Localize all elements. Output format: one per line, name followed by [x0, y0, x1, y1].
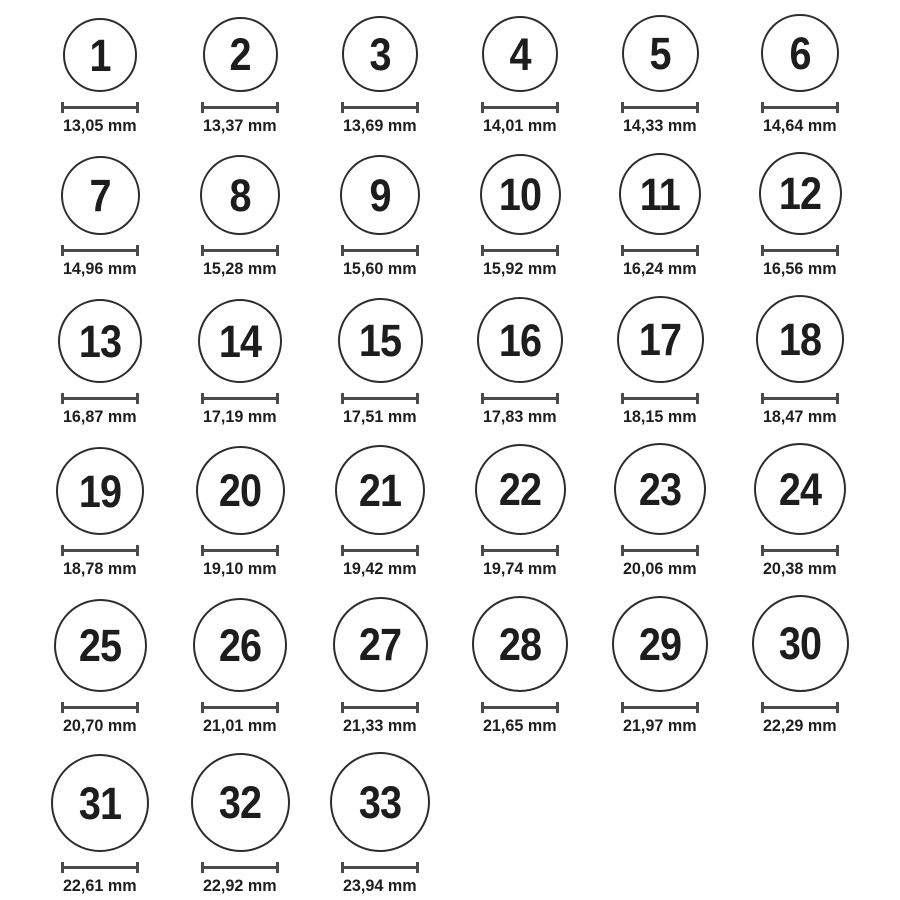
- ring-size-item: [450, 596, 590, 736]
- ring-size-circle: [482, 16, 558, 92]
- diameter-measure-line: [201, 393, 279, 404]
- diameter-measure-line: [621, 393, 699, 404]
- ring-size-item: [590, 15, 730, 136]
- diameter-measure-line: [761, 102, 839, 113]
- diameter-measure-line: [481, 702, 559, 713]
- ring-size-number: 28: [498, 618, 542, 670]
- ring-size-circle: [333, 597, 428, 692]
- diameter-label: 22,92 mm: [203, 876, 277, 895]
- diameter-measure-line: [621, 545, 699, 556]
- diameter-measure-line: [761, 245, 839, 256]
- ring-size-item: [170, 598, 310, 736]
- ring-size-circle: [193, 598, 287, 692]
- diameter-label: 22,61 mm: [63, 876, 137, 895]
- ring-size-number: 11: [639, 168, 681, 220]
- diameter-measure-line: [61, 862, 139, 873]
- diameter-measure-line: [761, 393, 839, 404]
- diameter-label: 18,15 mm: [623, 407, 697, 426]
- ring-size-circle: [756, 295, 844, 383]
- ring-size-item: [170, 446, 310, 579]
- ring-size-item: [310, 155, 450, 279]
- ring-size-circle: [612, 596, 708, 692]
- diameter-label: 22,29 mm: [763, 716, 837, 735]
- diameter-label: 18,47 mm: [763, 407, 837, 426]
- diameter-measure-line: [61, 102, 139, 113]
- ring-size-item: [450, 444, 590, 579]
- diameter-label: 15,92 mm: [483, 259, 557, 278]
- diameter-measure-line: [61, 393, 139, 404]
- ring-size-circle: [761, 14, 839, 92]
- ring-size-circle: [54, 599, 147, 692]
- ring-size-item: [590, 153, 730, 279]
- ring-size-number: 18: [778, 313, 822, 365]
- ring-size-circle: [51, 754, 149, 852]
- diameter-measure-line: [481, 245, 559, 256]
- ring-size-number: 9: [369, 169, 391, 221]
- diameter-label: 19,10 mm: [203, 559, 277, 578]
- ring-size-number: 2: [229, 29, 251, 80]
- ring-size-item: [170, 753, 310, 896]
- diameter-label: 15,28 mm: [203, 259, 277, 278]
- ring-size-number: 26: [218, 619, 262, 671]
- ring-size-item: [310, 16, 450, 136]
- ring-size-number: 5: [649, 28, 671, 79]
- diameter-label: 14,64 mm: [763, 116, 837, 135]
- diameter-label: 20,38 mm: [763, 559, 837, 578]
- ring-size-circle: [622, 15, 699, 92]
- diameter-measure-line: [201, 545, 279, 556]
- ring-size-circle: [56, 447, 144, 535]
- ring-size-circle: [196, 446, 285, 535]
- diameter-measure-line: [621, 102, 699, 113]
- ring-size-circle: [58, 299, 142, 383]
- diameter-label: 14,96 mm: [63, 259, 137, 278]
- ring-size-item: [450, 16, 590, 136]
- diameter-label: 16,24 mm: [623, 259, 697, 278]
- ring-size-circle: [340, 155, 420, 235]
- ring-size-number: 15: [358, 315, 402, 366]
- diameter-label: 14,33 mm: [623, 116, 697, 135]
- diameter-measure-line: [341, 702, 419, 713]
- diameter-label: 16,87 mm: [63, 407, 137, 426]
- ring-size-circle: [480, 154, 561, 235]
- ring-size-circle: [198, 299, 282, 383]
- ring-size-item: [30, 299, 170, 427]
- diameter-measure-line: [341, 862, 419, 873]
- ring-size-circle: [61, 156, 140, 235]
- ring-size-number: 32: [218, 777, 262, 828]
- ring-size-circle: [754, 443, 846, 535]
- ring-size-item: [730, 595, 870, 736]
- ring-size-item: [730, 295, 870, 427]
- ring-size-number: 17: [638, 314, 682, 365]
- ring-size-number: 22: [498, 464, 542, 515]
- ring-size-number: 23: [638, 463, 682, 515]
- ring-size-item: [170, 299, 310, 427]
- ring-size-circle: [330, 752, 430, 852]
- diameter-label: 18,78 mm: [63, 559, 137, 578]
- ring-size-circle: [752, 595, 849, 692]
- ring-size-circle: [200, 155, 280, 235]
- ring-size-circle: [614, 443, 706, 535]
- diameter-measure-line: [201, 102, 279, 113]
- diameter-label: 16,56 mm: [763, 259, 837, 278]
- ring-size-item: [30, 156, 170, 279]
- ring-size-item: [310, 752, 450, 896]
- diameter-measure-line: [621, 702, 699, 713]
- diameter-measure-line: [201, 245, 279, 256]
- diameter-label: 14,01 mm: [483, 116, 557, 135]
- ring-size-item: [730, 152, 870, 279]
- ring-size-item: [730, 14, 870, 136]
- diameter-label: 21,01 mm: [203, 716, 277, 735]
- ring-size-number: 24: [778, 463, 822, 515]
- diameter-measure-line: [481, 545, 559, 556]
- ring-size-circle: [203, 17, 278, 92]
- ring-size-item: [450, 154, 590, 279]
- ring-size-number: 21: [358, 464, 402, 516]
- diameter-measure-line: [761, 702, 839, 713]
- ring-size-item: [730, 443, 870, 579]
- diameter-measure-line: [61, 245, 139, 256]
- diameter-label: 13,69 mm: [343, 116, 417, 135]
- ring-size-number: 1: [89, 29, 111, 81]
- diameter-measure-line: [341, 393, 419, 404]
- ring-size-number: 13: [78, 315, 122, 367]
- ring-size-number: 19: [78, 465, 122, 517]
- diameter-label: 17,83 mm: [483, 407, 557, 426]
- diameter-measure-line: [61, 702, 139, 713]
- ring-size-circle: [477, 297, 563, 383]
- diameter-label: 21,33 mm: [343, 716, 417, 735]
- diameter-label: 13,37 mm: [203, 116, 277, 135]
- diameter-label: 21,97 mm: [623, 716, 697, 735]
- diameter-measure-line: [621, 245, 699, 256]
- ring-size-item: [170, 155, 310, 279]
- ring-size-number: 29: [638, 618, 682, 670]
- diameter-measure-line: [341, 102, 419, 113]
- ring-size-number: 20: [218, 465, 262, 516]
- ring-size-circle: [759, 152, 842, 235]
- ring-size-item: [590, 296, 730, 427]
- ring-size-item: [590, 443, 730, 579]
- diameter-measure-line: [201, 862, 279, 873]
- ring-size-number: 10: [498, 169, 542, 220]
- ring-size-item: [30, 18, 170, 136]
- ring-size-circle: [342, 16, 418, 92]
- ring-size-item: [30, 754, 170, 896]
- diameter-measure-line: [61, 545, 139, 556]
- diameter-label: 20,06 mm: [623, 559, 697, 578]
- ring-size-number: 30: [778, 618, 822, 669]
- ring-size-item: [30, 599, 170, 736]
- ring-size-item: [30, 447, 170, 579]
- diameter-label: 17,51 mm: [343, 407, 417, 426]
- ring-size-number: 31: [78, 777, 122, 829]
- ring-size-number: 12: [778, 168, 822, 219]
- diameter-measure-line: [341, 245, 419, 256]
- ring-size-item: [310, 445, 450, 579]
- ring-size-number: 16: [498, 314, 542, 366]
- ring-size-item: [310, 298, 450, 427]
- diameter-label: 23,94 mm: [343, 876, 417, 895]
- ring-size-circle: [617, 296, 704, 383]
- ring-size-circle: [619, 153, 701, 235]
- ring-size-item: [450, 297, 590, 427]
- diameter-measure-line: [481, 393, 559, 404]
- diameter-label: 17,19 mm: [203, 407, 277, 426]
- diameter-measure-line: [341, 545, 419, 556]
- ring-size-circle: [63, 18, 137, 92]
- ring-size-circle: [338, 298, 423, 383]
- ring-size-number: 27: [358, 619, 402, 670]
- ring-size-number: 6: [789, 27, 811, 79]
- diameter-label: 21,65 mm: [483, 716, 557, 735]
- ring-size-number: 33: [358, 776, 402, 828]
- diameter-measure-line: [761, 545, 839, 556]
- diameter-label: 20,70 mm: [63, 716, 137, 735]
- ring-size-circle: [475, 444, 566, 535]
- ring-size-circle: [335, 445, 425, 535]
- ring-size-circle: [191, 753, 290, 852]
- ring-size-item: [310, 597, 450, 736]
- diameter-label: 13,05 mm: [63, 116, 137, 135]
- ring-size-number: 4: [509, 28, 531, 80]
- ring-size-number: 14: [218, 315, 262, 367]
- diameter-measure-line: [481, 102, 559, 113]
- diameter-label: 19,42 mm: [343, 559, 417, 578]
- ring-size-item: [170, 17, 310, 136]
- ring-size-number: 25: [78, 620, 122, 671]
- diameter-label: 15,60 mm: [343, 259, 417, 278]
- diameter-measure-line: [201, 702, 279, 713]
- ring-size-circle: [472, 596, 568, 692]
- ring-size-number: 7: [89, 170, 111, 221]
- diameter-label: 19,74 mm: [483, 559, 557, 578]
- ring-size-item: [590, 596, 730, 736]
- ring-size-number: 8: [229, 169, 251, 221]
- ring-size-number: 3: [369, 28, 391, 80]
